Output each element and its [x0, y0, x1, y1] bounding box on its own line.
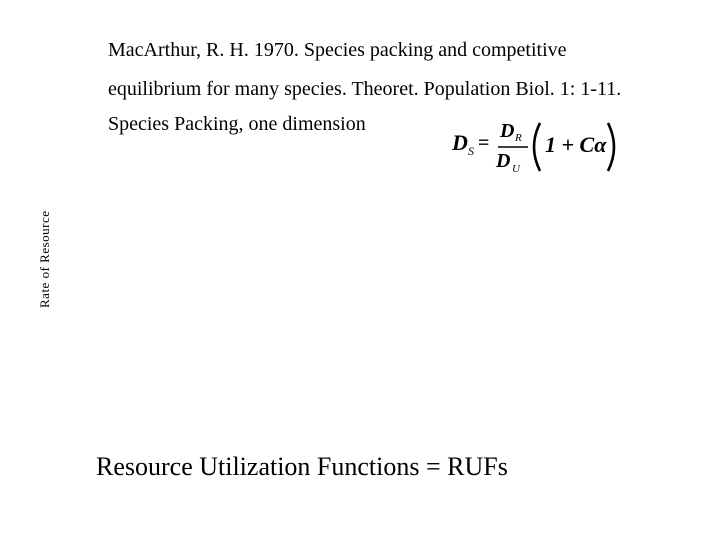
eq-paren-content: 1 + Cα [545, 132, 607, 157]
citation-line-1: MacArthur, R. H. 1970. Species packing and competitive [108, 39, 567, 61]
eq-num-sub: R [515, 132, 522, 144]
eq-right-paren [608, 123, 614, 171]
eq-equals: = [478, 132, 490, 154]
y-axis-label: Rate of Resource [37, 210, 52, 308]
citation-line-2: equilibrium for many species. Theoret. Population Biol. 1: 1-11. [108, 78, 622, 100]
species-packing-equation [448, 117, 628, 177]
slide-subtitle: Species Packing, one dimension [108, 113, 366, 135]
eq-num-main: D [500, 120, 515, 142]
eq-lhs-sub: S [468, 144, 474, 158]
eq-den-main: D [496, 150, 511, 172]
ruf-caption: Resource Utilization Functions = RUFs [96, 452, 508, 481]
eq-lhs-main: D [452, 130, 468, 155]
eq-den-sub: U [512, 163, 520, 175]
eq-left-paren [534, 123, 540, 171]
